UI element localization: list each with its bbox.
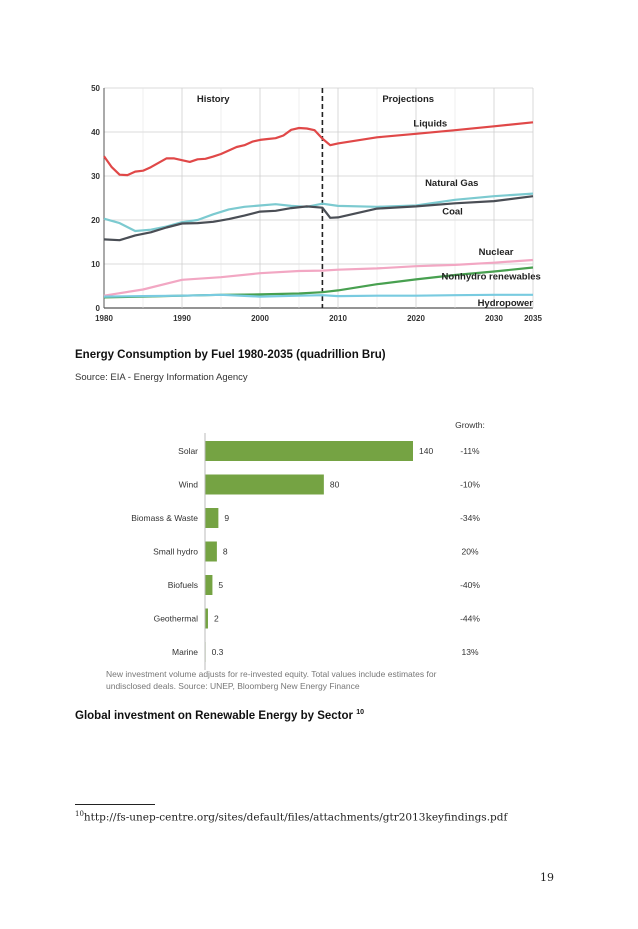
y-tick-label: 40 — [91, 128, 100, 137]
category-label-solar: Solar — [178, 446, 198, 456]
series-label-nuclear: Nuclear — [478, 247, 514, 259]
growth-header: Growth: — [455, 420, 485, 430]
y-tick-label: 0 — [95, 304, 100, 313]
x-tick-label: 2020 — [407, 314, 425, 323]
bar-small-hydro — [205, 542, 217, 562]
footnote-number: 10 — [75, 810, 84, 818]
y-tick-label: 50 — [91, 84, 100, 93]
renewable-investment-chart — [100, 413, 518, 694]
energy-consumption-chart — [86, 80, 551, 332]
energy-consumption-svg — [86, 80, 551, 332]
value-label-biomass-waste: 9 — [224, 513, 230, 523]
x-tick-label: 2030 — [485, 314, 503, 323]
series-label-liquids: Liquids — [413, 118, 448, 130]
x-tick-label: 1980 — [95, 314, 113, 323]
x-tick-label: 2035 — [524, 314, 542, 323]
bar-wind — [205, 475, 324, 495]
x-tick-label: 2010 — [329, 314, 347, 323]
chart-note-line1: New investment volume adjusts for re-invested equity. Total values include estimates for — [106, 669, 437, 679]
series-line-hydropower — [104, 295, 533, 297]
value-label-small-hydro: 8 — [222, 546, 228, 557]
series-line-coal — [104, 196, 533, 240]
value-label-wind: 80 — [329, 479, 340, 490]
figure2-caption-text: Global investment on Renewable Energy by Sector — [75, 709, 353, 722]
bar-solar — [205, 441, 413, 461]
series-label-nonhydro-renewables: Nonhydro renewables — [441, 271, 541, 283]
category-label-biofuels: Biofuels — [167, 580, 198, 590]
series-line-natural-gas — [104, 194, 533, 231]
value-label-biofuels: 5 — [218, 580, 224, 590]
value-label-solar: 140 — [419, 446, 434, 456]
series-label-hydropower: Hydropower — [477, 297, 533, 309]
footnote — [75, 810, 507, 824]
series-label-coal: Coal — [442, 206, 463, 218]
growth-label-wind: -10% — [460, 479, 480, 490]
x-tick-label: 1990 — [173, 314, 191, 323]
figure1-source: Source: EIA - Energy Information Agency — [75, 372, 248, 383]
chart-note-line2: undisclosed deals. Source: UNEP, Bloomberg New Energy Finance — [106, 681, 360, 691]
series-line-liquids — [104, 122, 533, 175]
footnote-divider — [75, 804, 155, 805]
category-label-marine: Marine — [172, 647, 198, 657]
category-label-geothermal: Geothermal — [153, 613, 198, 624]
bar-biomass-waste — [205, 508, 218, 528]
growth-label-marine: 13% — [461, 647, 479, 657]
growth-label-geothermal: -44% — [460, 613, 480, 624]
category-label-small-hydro: Small hydro — [153, 546, 198, 557]
figure2-footnote-ref: 10 — [356, 709, 364, 716]
growth-label-biofuels: -40% — [460, 580, 480, 590]
category-label-biomass-waste: Biomass & Waste — [131, 513, 198, 523]
value-label-marine: 0.3 — [211, 647, 224, 657]
bar-biofuels — [205, 575, 212, 595]
figure1-caption: Energy Consumption by Fuel 1980-2035 (quadrillion Bru) — [75, 349, 386, 361]
history-label: History — [196, 94, 230, 105]
figure2-caption — [75, 709, 364, 722]
y-tick-label: 20 — [91, 216, 100, 225]
y-tick-label: 30 — [91, 172, 100, 181]
value-label-geothermal: 2 — [213, 613, 219, 624]
category-label-wind: Wind — [178, 479, 198, 490]
x-tick-label: 2000 — [251, 314, 269, 323]
growth-label-small-hydro: 20% — [461, 546, 479, 557]
footnote-url: http://fs-unep-centre.org/sites/default/files/attachments/gtr2013keyfindings.pdf — [83, 811, 508, 824]
y-tick-label: 10 — [91, 260, 100, 269]
growth-label-solar: -11% — [460, 446, 480, 456]
page-number: 19 — [540, 871, 554, 884]
growth-label-biomass-waste: -34% — [460, 513, 480, 523]
projections-label: Projections — [382, 94, 435, 105]
renewable-investment-svg — [100, 413, 518, 694]
series-label-natural-gas: Natural Gas — [425, 178, 479, 190]
